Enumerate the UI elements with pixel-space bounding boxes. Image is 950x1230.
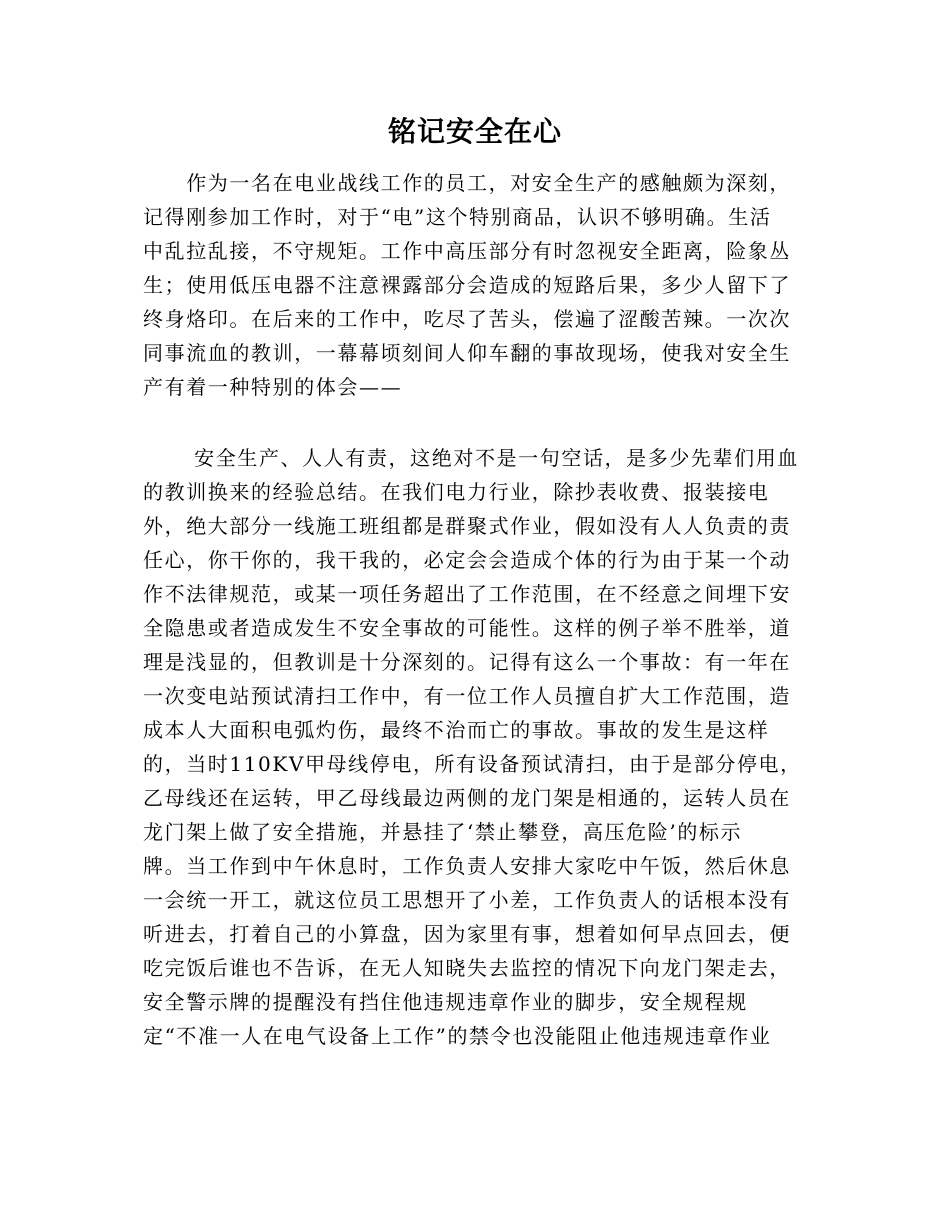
document-title: 铭记安全在心 — [387, 115, 562, 148]
text-line: 一会统一开工，就这位员工思想开了小差，工作负责人的话根本没有 — [143, 888, 791, 912]
text-line: 任心，你干你的，我干我的，必定会会造成个体的行为由于某一个动 — [143, 548, 791, 572]
text-line: 定“不准一人在电气设备上工作”的禁令也没能阻止他违规违章作业 — [143, 1024, 772, 1048]
text-line: 牌。当工作到中午休息时，工作负责人安排大家吃中午饭，然后休息 — [143, 854, 791, 878]
text-line: 一次变电站预试清扫工作中，有一位工作人员擅自扩大工作范围，造 — [143, 684, 791, 708]
text-line: 同事流血的教训，一幕幕顷刻间人仰车翻的事故现场，使我对安全生 — [143, 341, 791, 365]
text-line: 听进去，打着自己的小算盘，因为家里有事，想着如何早点回去，便 — [143, 922, 791, 946]
text-line: 吃完饭后谁也不告诉，在无人知晓失去监控的情况下向龙门架走去， — [143, 956, 791, 980]
text-line: 生；使用低压电器不注意裸露部分会造成的短路后果，多少人留下了 — [143, 273, 791, 297]
text-line: 作不法律规范，或某一项任务超出了工作范围，在不经意之间埋下安 — [143, 582, 791, 606]
text-line: 的教训换来的经验总结。在我们电力行业，除抄表收费、报装接电 — [143, 480, 770, 504]
text-line: 安全警示牌的提醒没有挡住他违规违章作业的脚步，安全规程规 — [143, 990, 748, 1014]
text-line: 龙门架上做了安全措施，并悬挂了‘禁止攀登，高压危险’的标示 — [143, 820, 743, 844]
text-line: 理是浅显的，但教训是十分深刻的。记得有这么一个事故：有一年在 — [143, 650, 791, 674]
text-line: 全隐患或者造成发生不安全事故的可能性。这样的例子举不胜举，道 — [143, 616, 791, 640]
text-line: 安全生产、人人有责，这绝对不是一句空话，是多少先辈们用血 — [143, 446, 799, 470]
text-line: 记得刚参加工作时，对于“电”这个特别商品，认识不够明确。生活 — [143, 205, 772, 229]
text-line: 成本人大面积电弧灼伤，最终不治而亡的事故。事故的发生是这样 — [143, 718, 770, 742]
text-line: 的，当时110KV甲母线停电，所有设备预试清扫，由于是部分停电， — [143, 752, 802, 776]
text-line: 中乱拉乱接，不守规矩。工作中高压部分有时忽视安全距离，险象丛 — [143, 239, 791, 263]
text-line: 外，绝大部分一线施工班组都是群聚式作业，假如没有人人负责的责 — [143, 514, 791, 538]
text-line: 终身烙印。在后来的工作中，吃尽了苦头，偿遍了涩酸苦辣。一次次 — [143, 307, 791, 331]
text-line: 乙母线还在运转，甲乙母线最边两侧的龙门架是相通的，运转人员在 — [143, 786, 791, 810]
text-line: 作为一名在电业战线工作的员工，对安全生产的感触颇为深刻， — [143, 171, 791, 195]
text-line: 产有着一种特别的体会—— — [143, 375, 403, 399]
